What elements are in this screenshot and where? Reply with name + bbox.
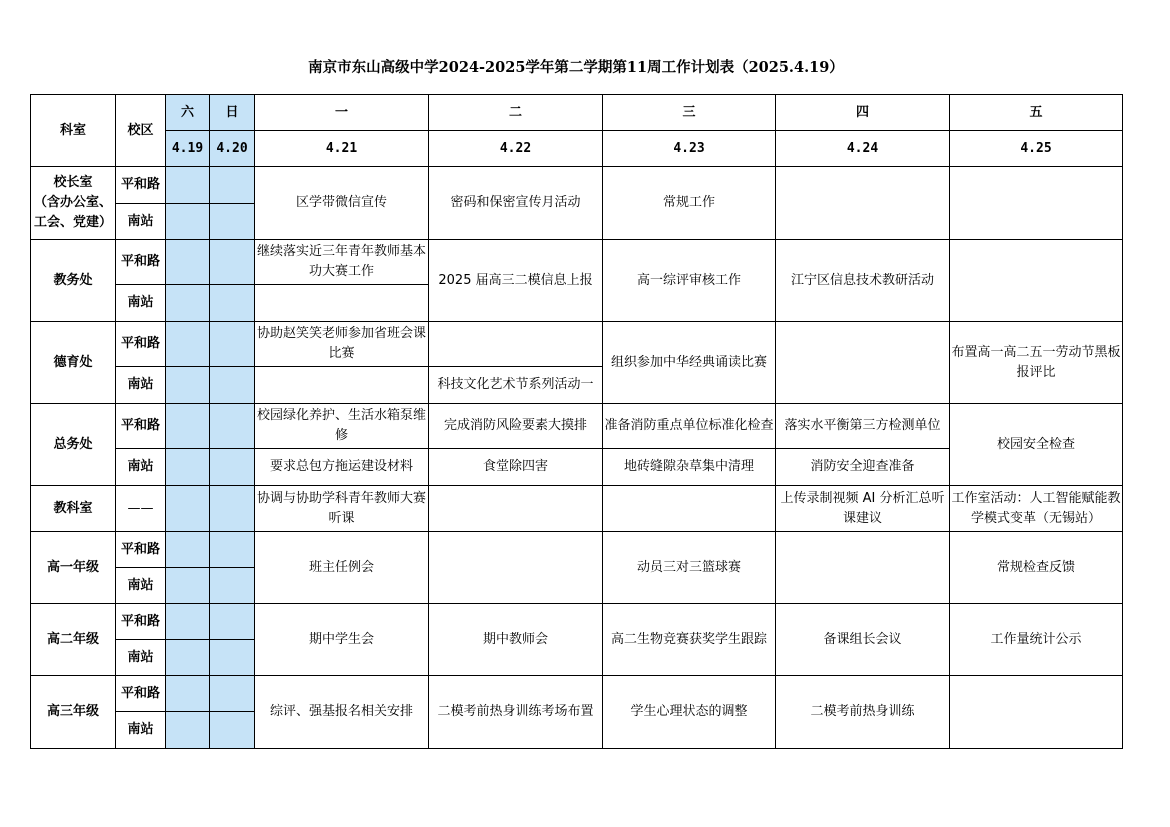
plan-cell: 期中学生会 — [255, 604, 429, 676]
plan-cell: 班主任例会 — [255, 532, 429, 604]
plan-cell — [776, 322, 950, 404]
plan-cell — [603, 486, 776, 532]
campus-label: 南站 — [116, 449, 166, 486]
plan-cell: 准备消防重点单位标准化检查 — [603, 404, 776, 449]
dept-moral: 德育处 — [31, 322, 116, 404]
header-day-fri: 五 — [950, 95, 1123, 131]
plan-cell: 工作量统计公示 — [950, 604, 1123, 676]
plan-cell: 上传录制视频 AI 分析汇总听课建议 — [776, 486, 950, 532]
weekend-cell — [166, 204, 210, 240]
weekend-cell — [166, 285, 210, 322]
campus-label: 南站 — [116, 204, 166, 240]
weekend-cell — [166, 712, 210, 749]
campus-label: 南站 — [116, 712, 166, 749]
weekend-cell — [210, 167, 255, 204]
plan-cell: 校园安全检查 — [950, 404, 1123, 486]
plan-cell: 协助赵笑笑老师参加省班会课比赛 — [255, 322, 429, 367]
plan-cell: 江宁区信息技术教研活动 — [776, 240, 950, 322]
weekend-cell — [210, 676, 255, 712]
plan-cell — [776, 167, 950, 240]
weekend-cell — [210, 568, 255, 604]
plan-cell: 二模考前热身训练 — [776, 676, 950, 749]
dept-academic: 教务处 — [31, 240, 116, 322]
header-day-tue: 二 — [429, 95, 603, 131]
plan-cell: 常规工作 — [603, 167, 776, 240]
plan-cell — [255, 285, 429, 322]
plan-cell: 区学带微信宣传 — [255, 167, 429, 240]
plan-cell: 落实水平衡第三方检测单位 — [776, 404, 950, 449]
header-day-thu: 四 — [776, 95, 950, 131]
campus-label: 平和路 — [116, 604, 166, 640]
dept-grade1: 高一年级 — [31, 532, 116, 604]
plan-cell: 组织参加中华经典诵读比赛 — [603, 322, 776, 404]
campus-label: 平和路 — [116, 322, 166, 367]
weekend-cell — [166, 640, 210, 676]
plan-cell — [950, 676, 1123, 749]
campus-label: 平和路 — [116, 240, 166, 285]
weekend-cell — [210, 449, 255, 486]
dept-grade2: 高二年级 — [31, 604, 116, 676]
plan-cell: 常规检查反馈 — [950, 532, 1123, 604]
plan-cell: 高一综评审核工作 — [603, 240, 776, 322]
campus-label: 南站 — [116, 367, 166, 404]
weekend-cell — [210, 285, 255, 322]
plan-cell: 校园绿化养护、生活水箱泵维修 — [255, 404, 429, 449]
plan-cell: 期中教师会 — [429, 604, 603, 676]
plan-cell: 学生心理状态的调整 — [603, 676, 776, 749]
plan-cell: 地砖缝隙杂草集中清理 — [603, 449, 776, 486]
campus-label: 平和路 — [116, 676, 166, 712]
plan-cell: 工作室活动：人工智能赋能教学模式变革（无锡站） — [950, 486, 1123, 532]
weekend-cell — [166, 486, 210, 532]
weekly-plan-table — [30, 94, 1123, 749]
weekend-cell — [210, 712, 255, 749]
plan-cell: 完成消防风险要素大摸排 — [429, 404, 603, 449]
dept-principal: 校长室 （含办公室、 工会、党建） — [31, 167, 116, 240]
header-date-sun: 4.20 — [210, 131, 255, 167]
header-campus: 校区 — [116, 95, 166, 167]
campus-label: 平和路 — [116, 532, 166, 568]
dept-grade3: 高三年级 — [31, 676, 116, 749]
campus-label: 南站 — [116, 285, 166, 322]
weekend-cell — [210, 532, 255, 568]
header-date-sat: 4.19 — [166, 131, 210, 167]
campus-label: 平和路 — [116, 404, 166, 449]
plan-cell — [776, 532, 950, 604]
weekend-cell — [166, 240, 210, 285]
campus-label: 南站 — [116, 640, 166, 676]
plan-cell: 食堂除四害 — [429, 449, 603, 486]
dept-research: 教科室 — [31, 486, 116, 532]
weekend-cell — [210, 367, 255, 404]
plan-cell: 布置高一高二五一劳动节黑板报评比 — [950, 322, 1123, 404]
header-day-sat: 六 — [166, 95, 210, 131]
plan-cell — [429, 486, 603, 532]
header-date-mon: 4.21 — [255, 131, 429, 167]
header-date-fri: 4.25 — [950, 131, 1123, 167]
weekend-cell — [166, 449, 210, 486]
page-title: 南京市东山高级中学2024-2025学年第二学期第11周工作计划表（2025.4.19） — [308, 59, 844, 76]
dept-general: 总务处 — [31, 404, 116, 486]
plan-cell — [255, 367, 429, 404]
weekend-cell — [210, 486, 255, 532]
header-day-mon: 一 — [255, 95, 429, 131]
weekend-cell — [210, 604, 255, 640]
campus-label: —— — [116, 486, 166, 532]
plan-cell — [429, 532, 603, 604]
plan-cell — [429, 322, 603, 367]
plan-cell: 2025 届高三二模信息上报 — [429, 240, 603, 322]
weekend-cell — [166, 322, 210, 367]
plan-cell: 科技文化艺术节系列活动一 — [429, 367, 603, 404]
weekend-cell — [210, 240, 255, 285]
weekend-cell — [210, 322, 255, 367]
plan-cell: 备课组长会议 — [776, 604, 950, 676]
plan-cell: 消防安全迎查准备 — [776, 449, 950, 486]
plan-cell: 协调与协助学科青年教师大赛听课 — [255, 486, 429, 532]
weekend-cell — [166, 404, 210, 449]
plan-cell — [950, 167, 1123, 240]
plan-cell: 要求总包方拖运建设材料 — [255, 449, 429, 486]
header-date-thu: 4.24 — [776, 131, 950, 167]
plan-cell: 动员三对三篮球赛 — [603, 532, 776, 604]
plan-cell: 继续落实近三年青年教师基本功大赛工作 — [255, 240, 429, 285]
weekend-cell — [210, 204, 255, 240]
plan-cell: 二模考前热身训练考场布置 — [429, 676, 603, 749]
weekend-cell — [166, 676, 210, 712]
plan-cell — [950, 240, 1123, 322]
campus-label: 平和路 — [116, 167, 166, 204]
campus-label: 南站 — [116, 568, 166, 604]
weekend-cell — [210, 640, 255, 676]
header-date-tue: 4.22 — [429, 131, 603, 167]
header-date-wed: 4.23 — [603, 131, 776, 167]
plan-cell: 综评、强基报名相关安排 — [255, 676, 429, 749]
header-dept: 科室 — [31, 95, 116, 167]
weekend-cell — [166, 532, 210, 568]
header-day-wed: 三 — [603, 95, 776, 131]
plan-cell: 高二生物竞赛获奖学生跟踪 — [603, 604, 776, 676]
weekend-cell — [210, 404, 255, 449]
header-day-sun: 日 — [210, 95, 255, 131]
weekend-cell — [166, 604, 210, 640]
plan-cell: 密码和保密宣传月活动 — [429, 167, 603, 240]
weekend-cell — [166, 367, 210, 404]
weekend-cell — [166, 167, 210, 204]
weekend-cell — [166, 568, 210, 604]
